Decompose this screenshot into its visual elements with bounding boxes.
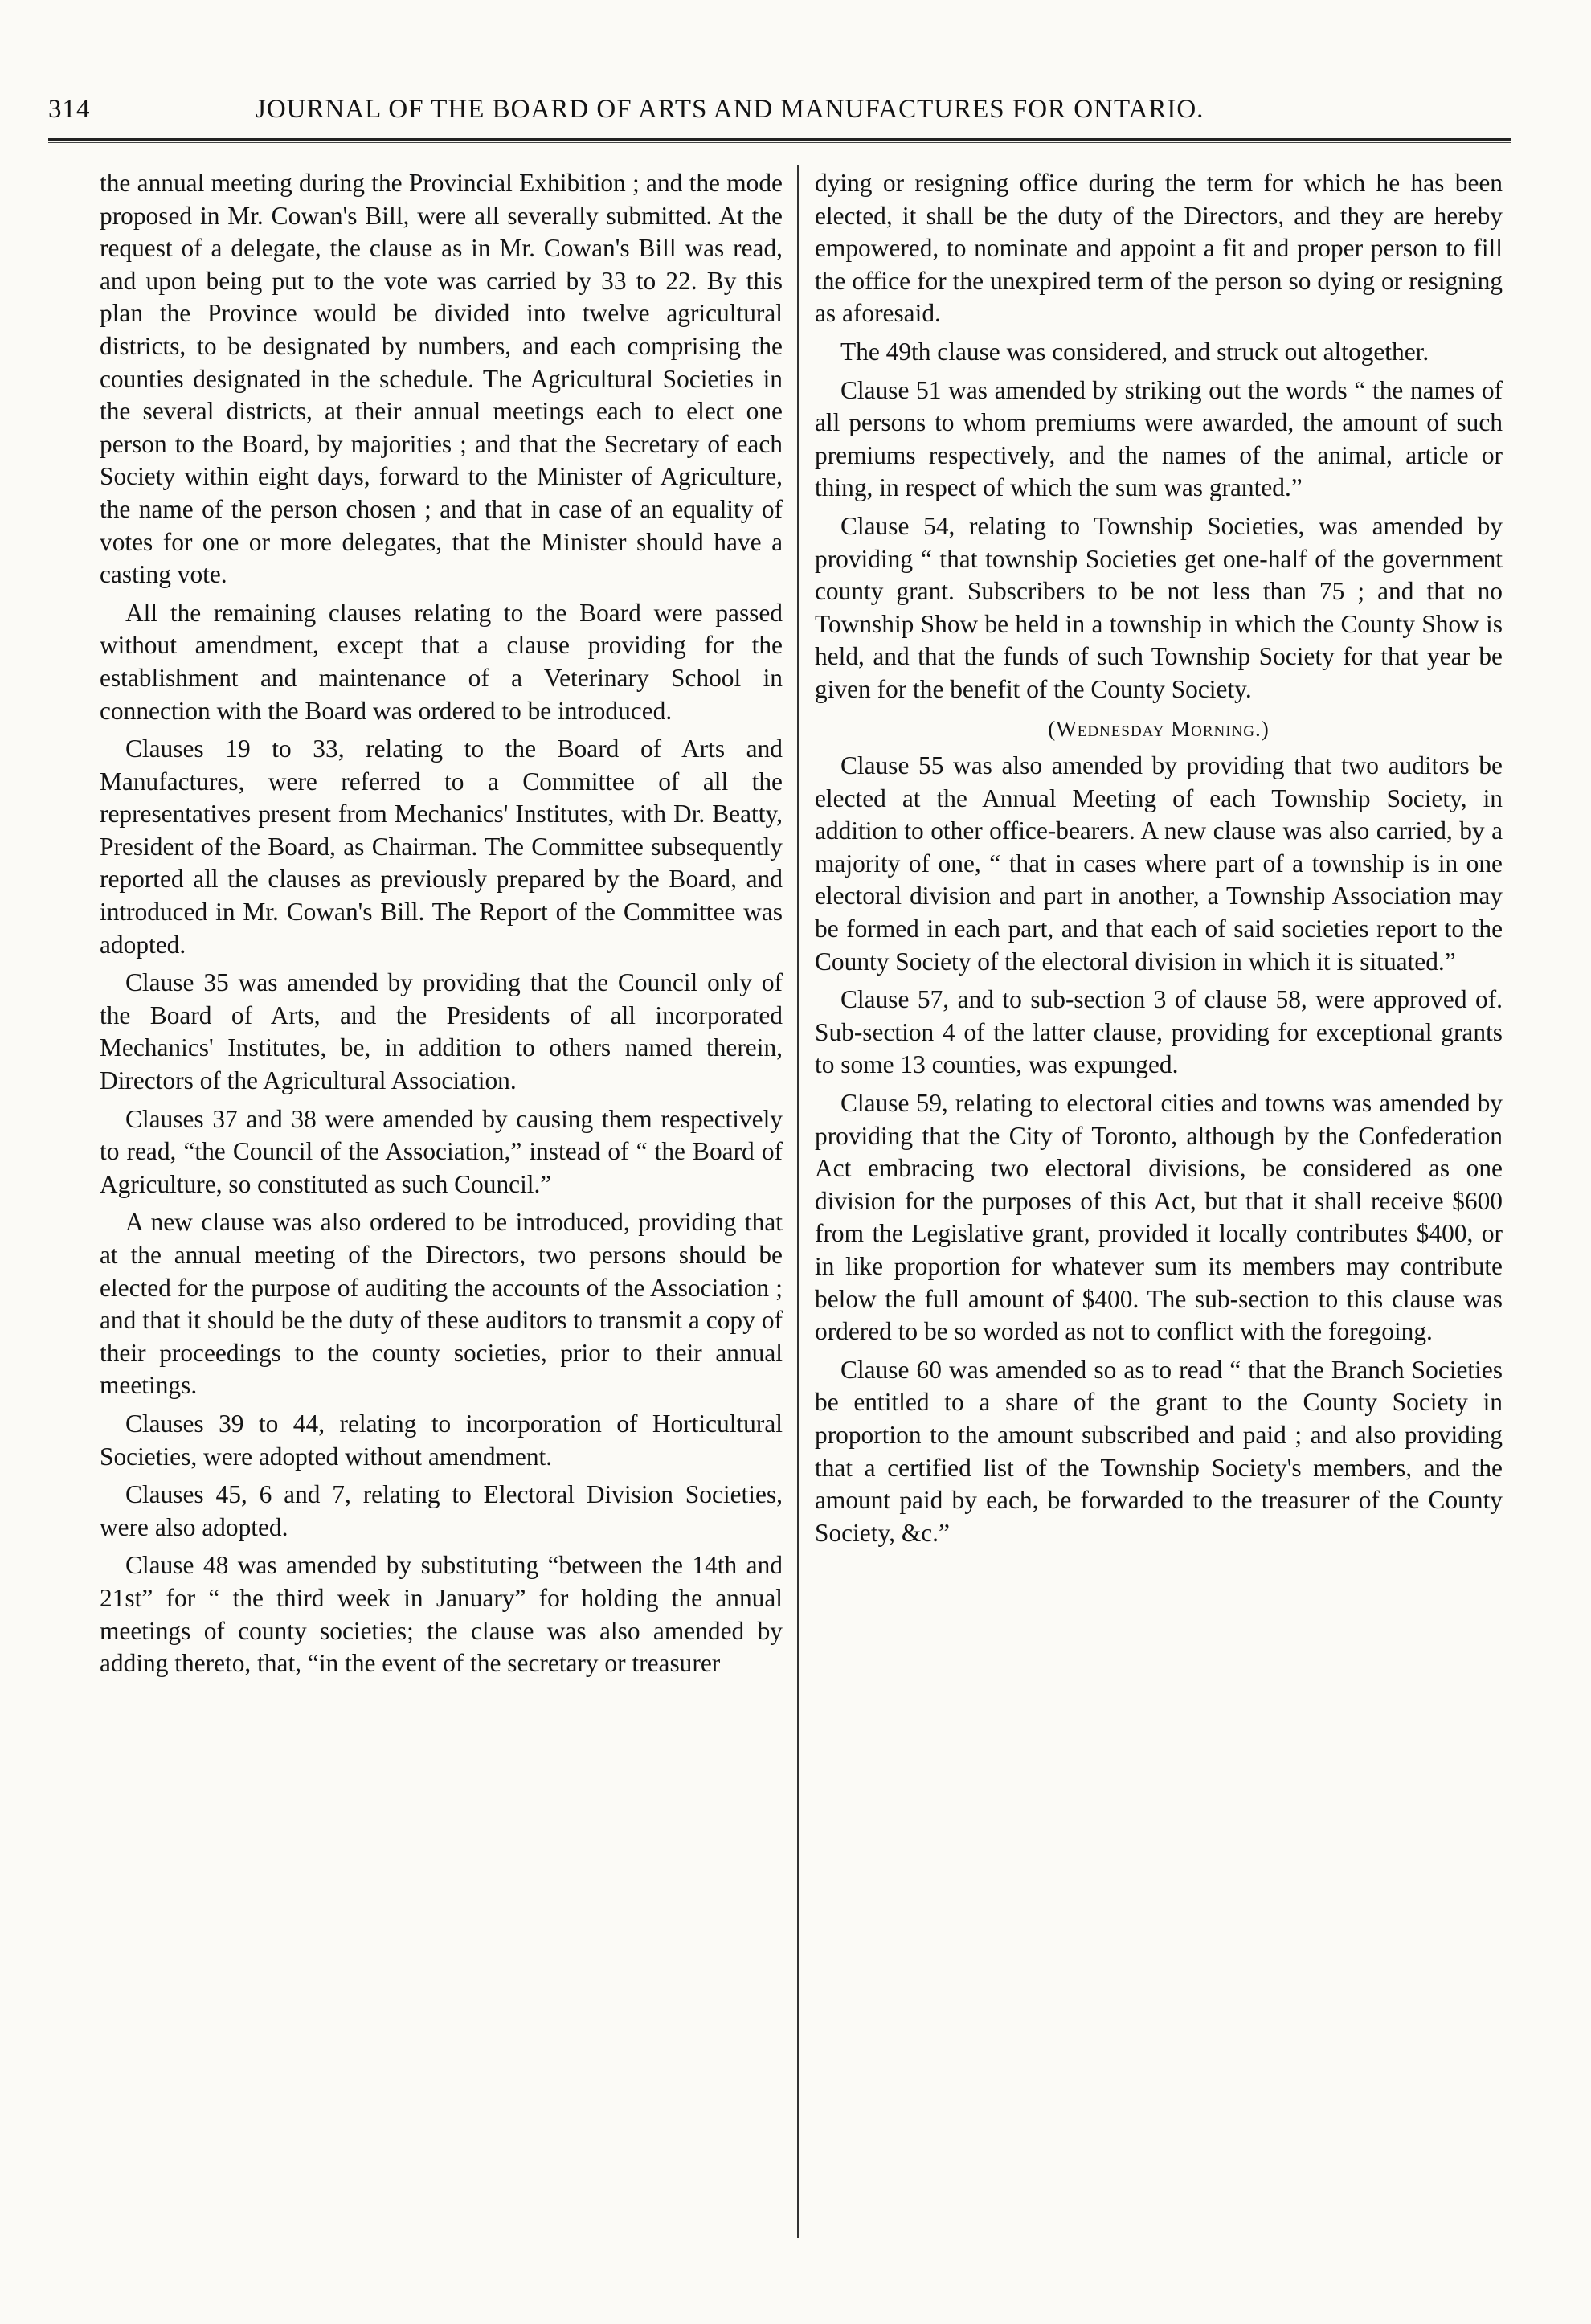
paragraph: Clauses 45, 6 and 7, relating to Electoral Division Societies, were also adopted. <box>100 1480 783 1541</box>
paragraph: Clause 51 was amended by striking out the words “ the names of all persons to whom premiums were awarded, the amount of such premiums respectively, and the names of the animal, article or thing, in respect of which the sum was granted.” <box>815 375 1503 502</box>
header-rule <box>48 138 1511 143</box>
right-column <box>815 167 1503 1555</box>
paragraph: All the remaining clauses relating to the Board were passed without amendment, except that a clause providing for the establishment and maintenance of a Veterinary School in connection with the Board was ordered to be introduced. <box>100 598 783 725</box>
paragraph: dying or resigning office during the term for which he has been elected, it shall be the duty of the Directors, and they are hereby empowered, to nominate and appoint a fit and proper person to fill the office for the unexpired term of the person so dying or resigning as aforesaid. <box>815 169 1503 328</box>
section-subheading: (Wednesday Morning.) <box>1048 716 1270 741</box>
paragraph: Clauses 19 to 33, relating to the Board of Arts and Manufactures, were referred to a Committee of all the representatives present from Mechanics' Institutes, with Dr. Beatty, President of the Board, as Chairman. The Committee subsequently reported all the clauses as previously prepared by the Board, and introduced in Mr. Cowan's Bill. The Report of the Committee was adopted. <box>100 734 783 959</box>
left-column <box>100 167 783 1686</box>
paragraph: Clauses 39 to 44, relating to incorporation of Horticultural Societies, were adopted without amendment. <box>100 1409 783 1471</box>
paragraph: Clause 59, relating to electoral cities and towns was amended by providing that the City of Toronto, although by the Confederation Act embracing two electoral divisions, be considered as one division for the purposes of this Act, but that it shall receive $600 from the Legislative grant, provided it locally contributes $400, or in like proportion for whatever sum its members may contribute below the full amount of $400. The sub-section to this clause was ordered to be so worded as not to conflict with the foregoing. <box>815 1089 1503 1346</box>
page-number: 314 <box>48 95 91 124</box>
paragraph: Clause 55 was also amended by providing that two auditors be elected at the Annual Meeting of each Township Society, in addition to other office-bearers. A new clause was also carried, by a majority of one, “ that in cases where part of a township is in one electoral division and part in another, a Township Association may be formed in each part, and that each of said societies report to the County Society of the electoral division in which it is situated.” <box>815 751 1503 976</box>
page-header <box>48 95 1511 135</box>
paragraph: Clauses 37 and 38 were amended by causing them respectively to read, “the Council of the Association,” instead of “ the Board of Agriculture, so constituted as such Council.” <box>100 1104 783 1198</box>
paragraph: The 49th clause was considered, and struck out altogether. <box>840 337 1429 366</box>
paragraph: Clause 60 was amended so as to read “ that the Branch Societies be entitled to a share of the grant to the County Society in proportion to the amount subscribed and paid ; and also providing that a certified list of the Township Society's members, and the amount paid by each, be forwarded to the treasurer of the County Society, &c.” <box>815 1355 1503 1547</box>
paragraph: A new clause was also ordered to be introduced, providing that at the annual meeting of the Directors, two persons should be elected for the purpose of auditing the accounts of the Association ; and that it should be the duty of these auditors to transmit a copy of their proceedings to the county societies, prior to their annual meetings. <box>100 1208 783 1400</box>
paragraph: the annual meeting during the Provincial Exhibition ; and the mode proposed in Mr. Cowan's Bill, were all severally submitted. At the request of a delegate, the clause as in Mr. Cowan's Bill was read, and upon being put to the vote was carried by 33 to 22. By this plan the Province would be divided into twelve agricultural districts, to be designated by numbers, and each comprising the counties designated in the schedule. The Agricultural Societies in the several districts, at their annual meetings each to elect one person to the Board, by majorities ; and that the Secretary of each Society within eight days, forward to the Minister of Agriculture, the name of the person chosen ; and that in case of an equality of votes for one or more delegates, that the Minister should have a casting vote. <box>100 169 783 589</box>
column-divider <box>797 165 799 2238</box>
running-title: JOURNAL OF THE BOARD OF ARTS AND MANUFACTURES FOR ONTARIO. <box>256 95 1204 124</box>
paragraph: Clause 54, relating to Township Societies, was amended by providing “ that township Societies get one-half of the government county grant. Subscribers to be not less than 75 ; and that no Township Show be held in a township in which the County Show is held, and that the funds of such Township Society for that year be given for the benefit of the County Society. <box>815 511 1503 703</box>
paragraph: Clause 57, and to sub-section 3 of clause 58, were approved of. Sub-section 4 of the latter clause, providing for exceptional grants to some 13 counties, was expunged. <box>815 985 1503 1079</box>
paragraph: Clause 35 was amended by providing that the Council only of the Board of Arts, and the Presidents of all incorporated Mechanics' Institutes, be, in addition to others named therein, Directors of the Agricultural Association. <box>100 968 783 1095</box>
paragraph: Clause 48 was amended by substituting “between the 14th and 21st” for “ the third week in January” for holding the annual meetings of county societies; the clause was also amended by adding thereto, that, “in the event of the secretary or treasurer <box>100 1551 783 1678</box>
